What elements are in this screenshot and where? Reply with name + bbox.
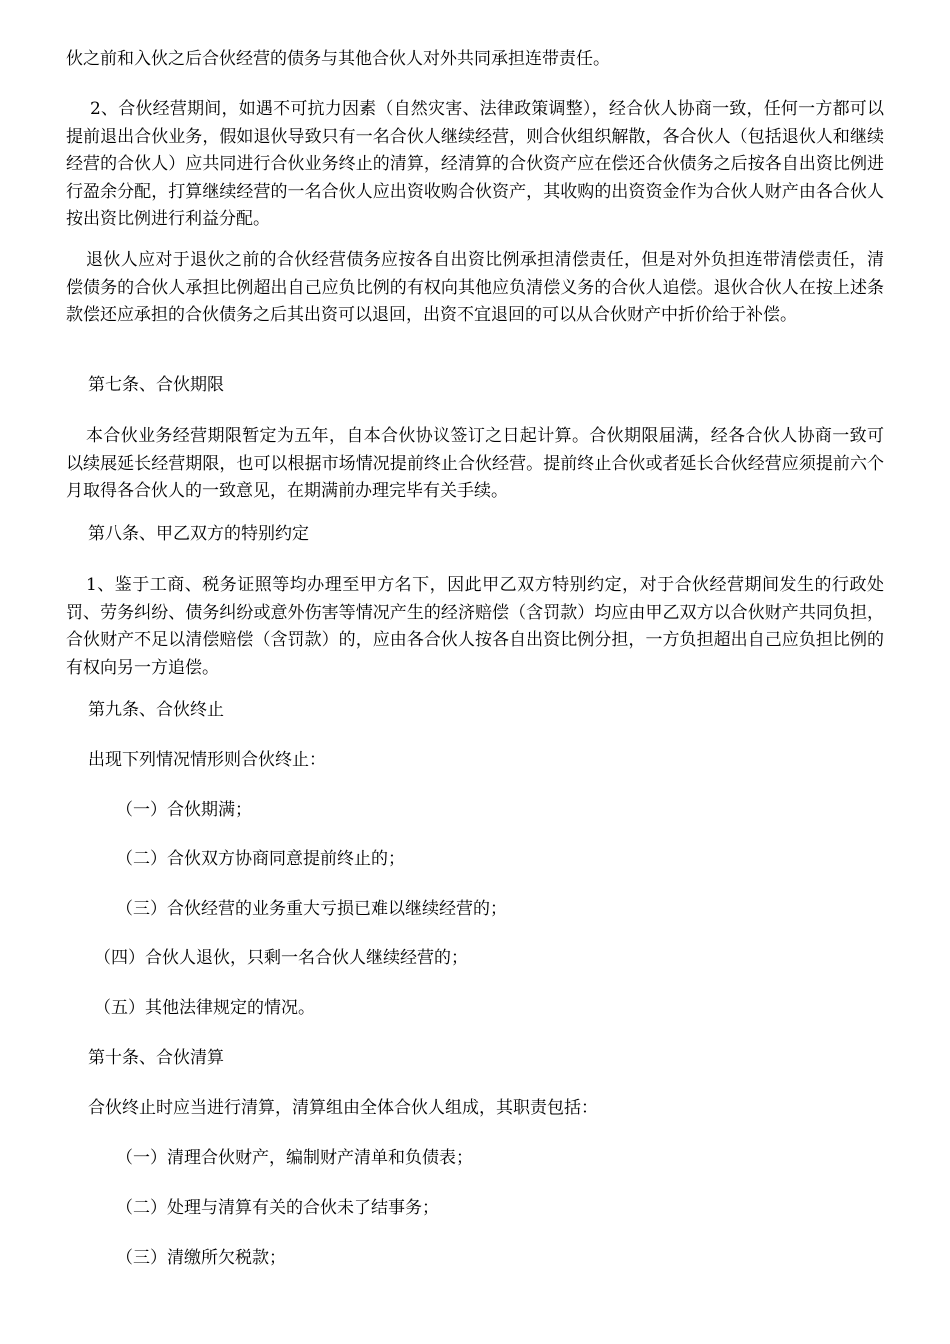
paragraph-term: 本合伙业务经营期限暂定为五年，自本合伙协议签订之日起计算。合伙期限届满，经各合伙人协商一致可以续展延长经营期限，也可以根据市场情况提前终止合伙经营。提前终止合伙或者延长合伙经营应须提前六个月取得各合伙人的一致意见，在期满前办理完毕有关手续。 bbox=[66, 426, 884, 501]
paragraph-withdrawal-liability: 退伙人应对于退伙之前的合伙经营债务应按各自出资比例承担清偿责任，但是对外负担连带清偿责任，清偿债务的合伙人承担比例超出自己应负比例的有权向其他应负清偿义务的合伙人追偿。退伙合伙人在按上述条款偿还应承担的合伙债务之后其出资可以退回，出资不宜退回的可以从合伙财产中折价给于补偿。 bbox=[66, 250, 884, 325]
paragraph-clause-2: 2、合伙经营期间，如遇不可抗力因素（自然灾害、法律政策调整），经合伙人协商一致，任何一方都可以提前退出合伙业务，假如退伙导致只有一名合伙人继续经营，则合伙组织解散，各合伙人（包括退伙人和继续经营的合伙人）应共同进行合伙业务终止的清算，经清算的合伙资产应在偿还合伙债务之后按各自出资比例进行盈余分配，打算继续经营的一名合伙人应出资收购合伙资产，其收购的出资资金作为合伙人财产由各合伙人按出资比例进行利益分配。 bbox=[66, 99, 884, 229]
list-item-termination-1: （一）合伙期满； bbox=[116, 800, 252, 820]
heading-article-9: 第九条、合伙终止 bbox=[88, 700, 224, 720]
heading-article-8: 第八条、甲乙双方的特别约定 bbox=[88, 524, 309, 544]
list-item-termination-5: （五）其他法律规定的情况。 bbox=[94, 998, 315, 1018]
list-item-liquidation-1: （一）清理合伙财产，编制财产清单和负债表； bbox=[116, 1148, 473, 1168]
heading-article-10: 第十条、合伙清算 bbox=[88, 1048, 224, 1068]
list-item-liquidation-2: （二）处理与清算有关的合伙未了结事务； bbox=[116, 1198, 439, 1218]
list-item-termination-2: （二）合伙双方协商同意提前终止的； bbox=[116, 849, 405, 869]
paragraph-continuation: 伙之前和入伙之后合伙经营的债务与其他合伙人对外共同承担连带责任。 bbox=[66, 49, 610, 69]
list-item-liquidation-3: （三）清缴所欠税款； bbox=[116, 1248, 286, 1268]
paragraph-termination-intro: 出现下列情况情形则合伙终止： bbox=[88, 750, 326, 770]
paragraph-liquidation-intro: 合伙终止时应当进行清算，清算组由全体合伙人组成，其职责包括： bbox=[88, 1098, 598, 1118]
list-item-termination-4: （四）合伙人退伙，只剩一名合伙人继续经营的； bbox=[94, 948, 468, 968]
list-item-termination-3: （三）合伙经营的业务重大亏损已难以继续经营的； bbox=[116, 899, 507, 919]
paragraph-special-agreement: 1、鉴于工商、税务证照等均办理至甲方名下，因此甲乙双方特别约定，对于合伙经营期间发生的行政处罚、劳务纠纷、债务纠纷或意外伤害等情况产生的经济赔偿（含罚款）均应由甲乙双方以合伙财产共同负担，合伙财产不足以清偿赔偿（含罚款）的，应由各合伙人按各自出资比例分担，一方负担超出自己应负担比例的有权向另一方追偿。 bbox=[66, 575, 884, 678]
heading-article-7: 第七条、合伙期限 bbox=[88, 375, 224, 395]
